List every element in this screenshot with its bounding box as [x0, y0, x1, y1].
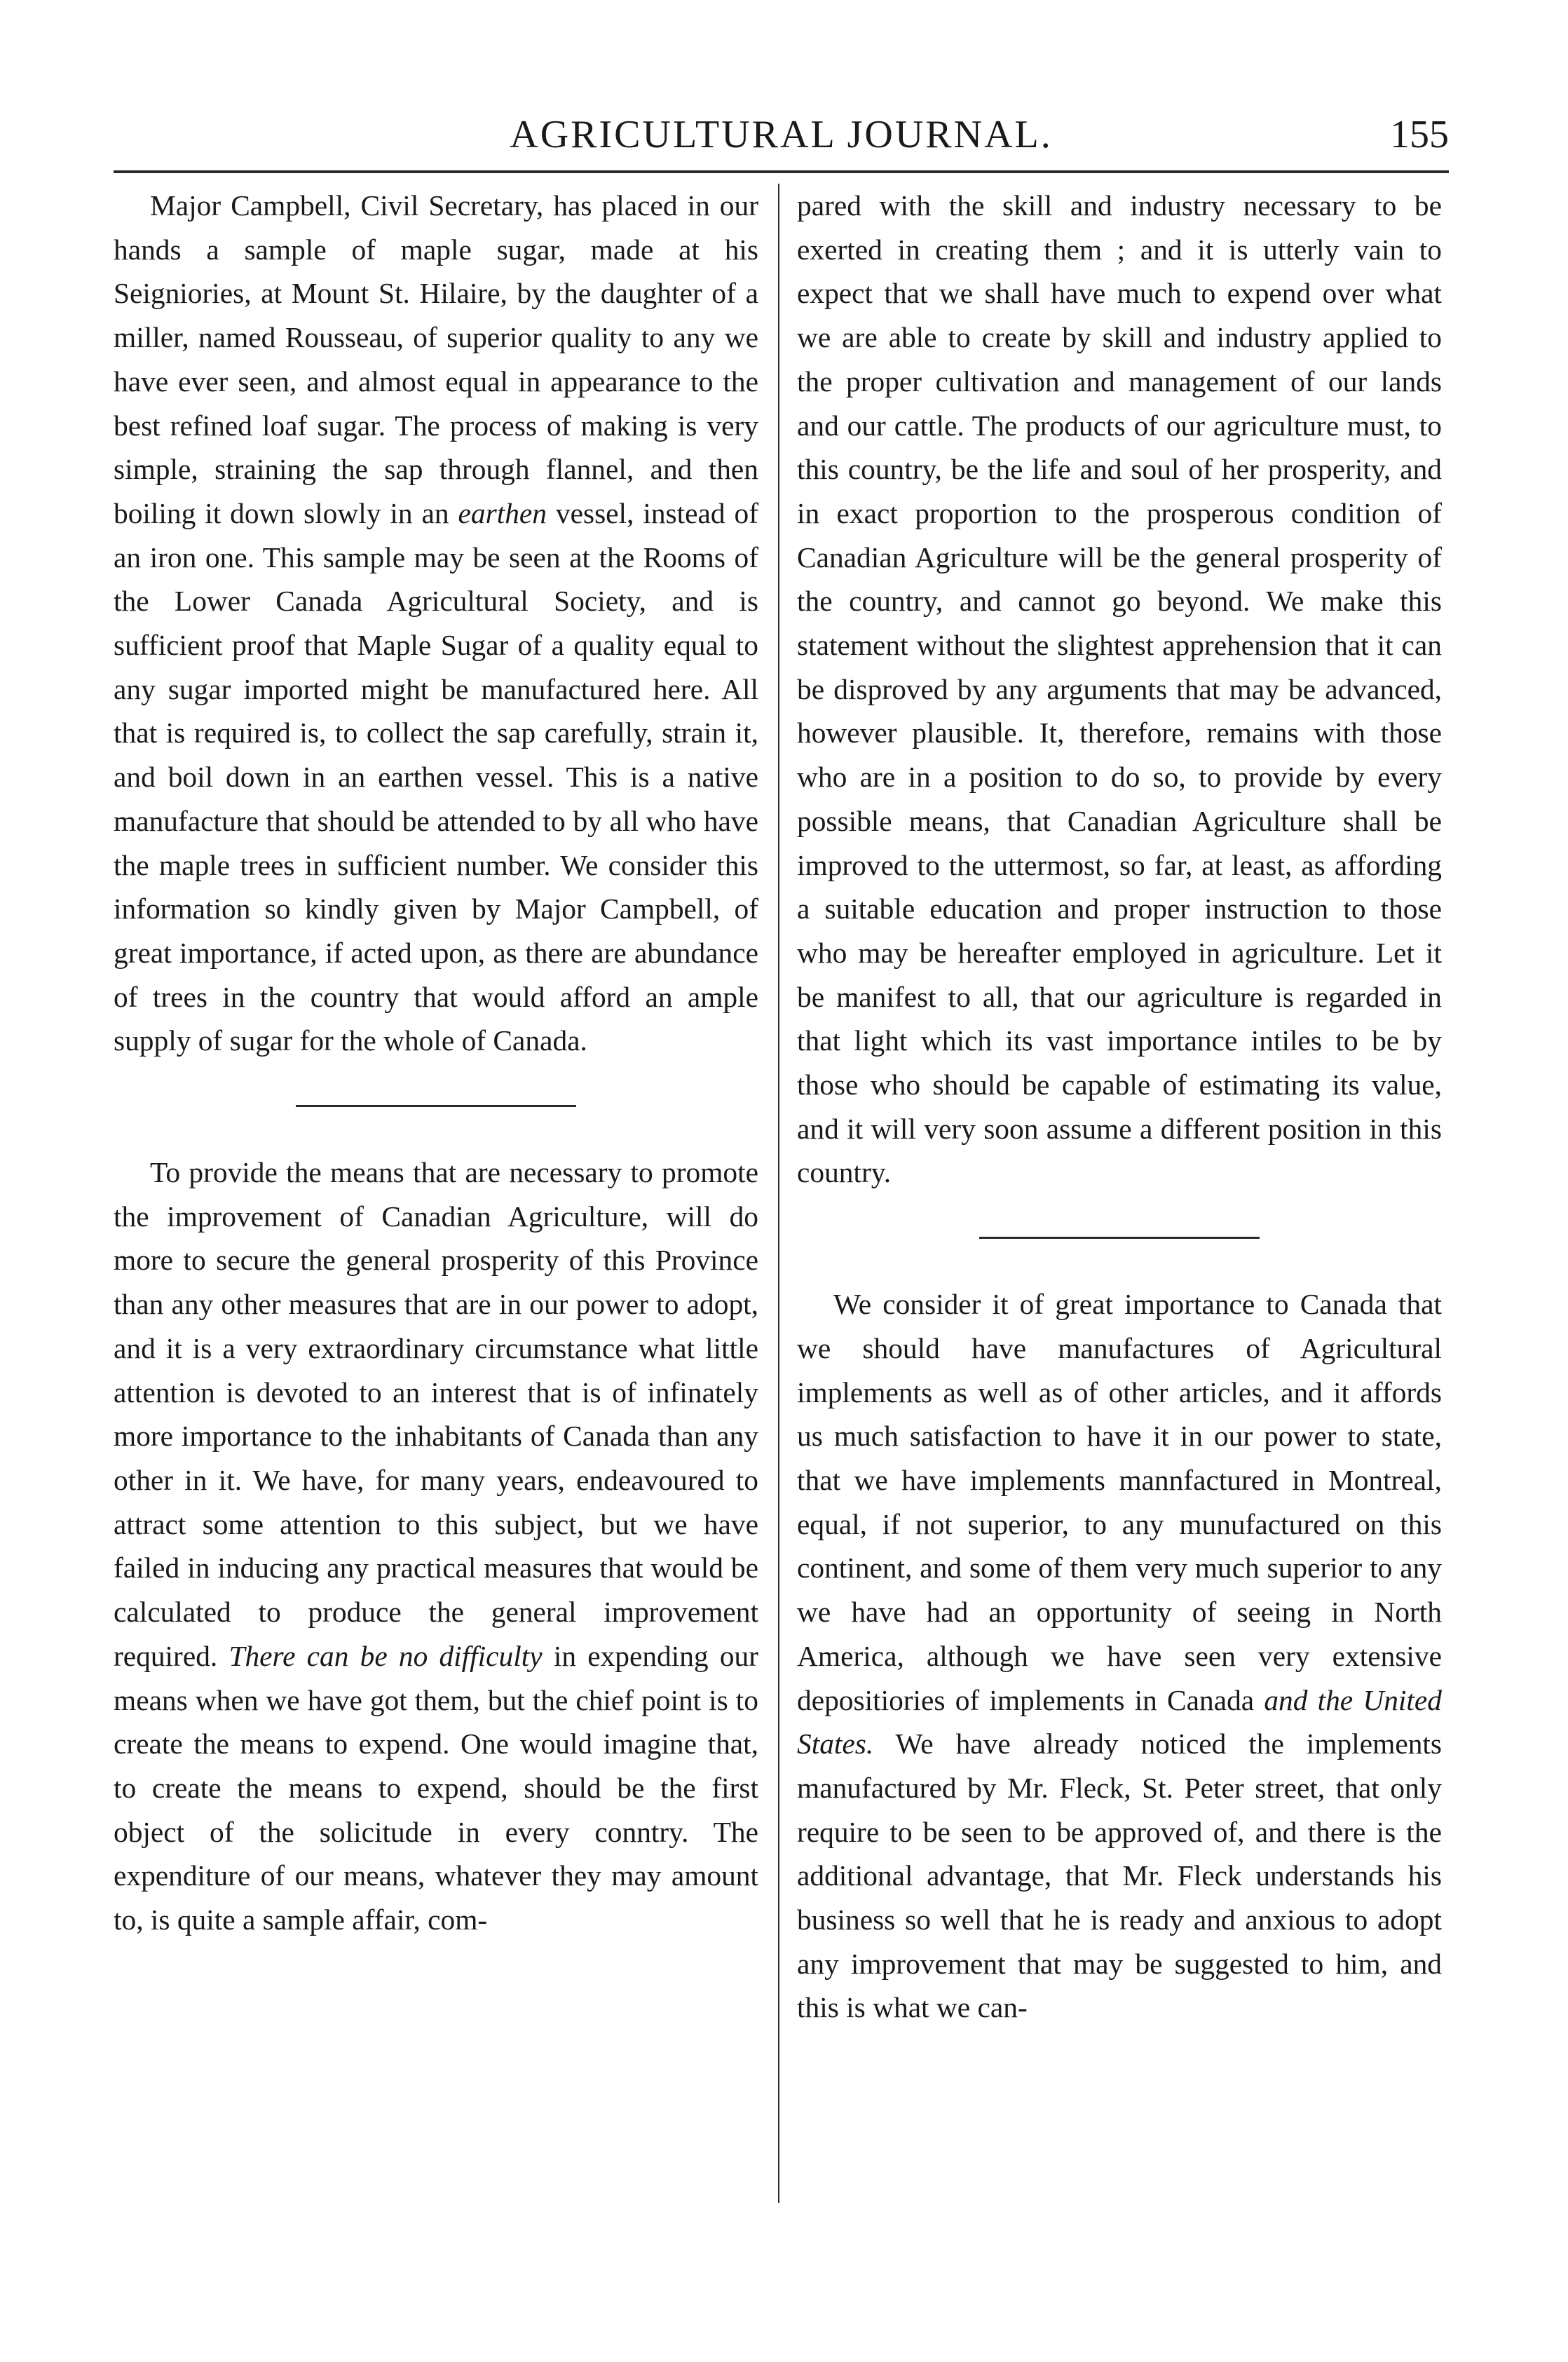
header-rule: [114, 170, 1449, 173]
text-run: We have already noticed the implements manufactured by Mr. Fleck, St. Peter street, that only require to be seen to be approved of, and there is the additional advantage, that Mr. Fleck understands his business so well that he is ready and anxious to adopt any improvement that may be suggested to him, and this is what we can-: [797, 1728, 1442, 2024]
text-run: vessel, instead of an iron one. This sample may be seen at the Rooms of the Lower Canada Agricultural Society, and is sufficient proof that Maple Sugar of a quality equal to any sugar imported might be manufactured here. All that is required is, to collect the sap carefully, strain it, and boil down in an earthen vessel. This is a native manufacture that should be attended to by all who have the maple trees in sufficient number. We consider this information so kindly given by Major Campbell, of great importance, if acted upon, as there are abundance of trees in the country that would afford an ample supply of sugar for the whole of Canada.: [114, 496, 758, 1057]
italic-text-run: earthen: [458, 496, 547, 529]
continued-paragraph: pared with the skill and industry necessary to be exerted in creating them ; and it is utterly vain to expect that we shall have much to expend over what we are able to create by skill and industry applied to the proper cultivation and management of our lands and our cattle. The products of our agriculture must, to this country, be the life and soul of her prosperity, and in exact proportion to the prosperous condition of Canadian Agriculture will be the general prosperity of the country, and cannot go beyond. We make this statement without the slightest apprehension that it can be disproved by any arguments that may be advanced, however plausible. It, therefore, remains with those who are in a position to do so, to provide by every possible means, that Canadian Agriculture shall be improved to the uttermost, so far, at least, as affording a suitable education and proper instruction to those who may be hereafter employed in agriculture. Let it be manifest to all, that our agriculture is regarded in that light which its vast importance intiles to be by those who should be capable of estimating its value, and it will very soon assume a different position in this country.: [797, 189, 1442, 1189]
text-run: We consider it of great importance to Canada that we should have manufactures of Agricultural implements as well as of other articles, and it affords us much satisfaction to have it in our power to state, that we have implements mannfactured in Montreal, equal, if not superior, to any munufactured on this continent, and some of them very much superior to any we have had an opportunity of seeing in North America, although we have seen very extensive depositiories of implements in Canada: [797, 1288, 1442, 1716]
manufactures-paragraph: [797, 1282, 1442, 2030]
text-run: in expending our means when we have got them, but the chief point is to create the means to expend. One would imagine that, to create the means to expend, should be the first object of the solicitude in every conntry. The expenditure of our means, whatever they may amount to, is quite a sample affair, com-: [114, 1639, 758, 1936]
text-run: To provide the means that are necessary to promote the improvement of Canadian Agriculture, will do more to secure the general prosperity of this Province than any other measures that are in our power to adopt, and it is a very extraordinary circumstance what little attention is devoted to an interest that is of infinately more importance to the inhabitants of Canada than any other in it. We have, for many years, endeavoured to attract some attention to this subject, but we have failed in inducing any practical measures that would be calculated to produce the general improvement required.: [114, 1156, 758, 1672]
page-header: [114, 112, 1449, 161]
section-divider: [296, 1105, 576, 1107]
italic-text-run: There can be no difficulty: [229, 1639, 543, 1672]
canadian-agriculture-paragraph: [114, 1151, 758, 1942]
left-column: [114, 184, 758, 1942]
right-column: [797, 184, 1442, 2030]
column-divider: [778, 184, 779, 2203]
page-number: 155: [1390, 113, 1449, 156]
text-run: Major Campbell, Civil Secretary, has placed in our hands a sample of maple sugar, made at his Seigniories, at Mount St. Hilaire, by the daughter of a miller, named Rousseau, of superior quality to any we have ever seen, and almost equal in appearance to the best refined loaf sugar. The process of making is very simple, straining the sap through flannel, and then boiling it down slowly in an: [114, 189, 758, 529]
journal-title: AGRICULTURAL JOURNAL.: [510, 113, 1053, 156]
maple-sugar-paragraph: [114, 184, 758, 1063]
section-divider: [979, 1237, 1260, 1239]
italic-text-run: and the United States.: [797, 1683, 1442, 1760]
